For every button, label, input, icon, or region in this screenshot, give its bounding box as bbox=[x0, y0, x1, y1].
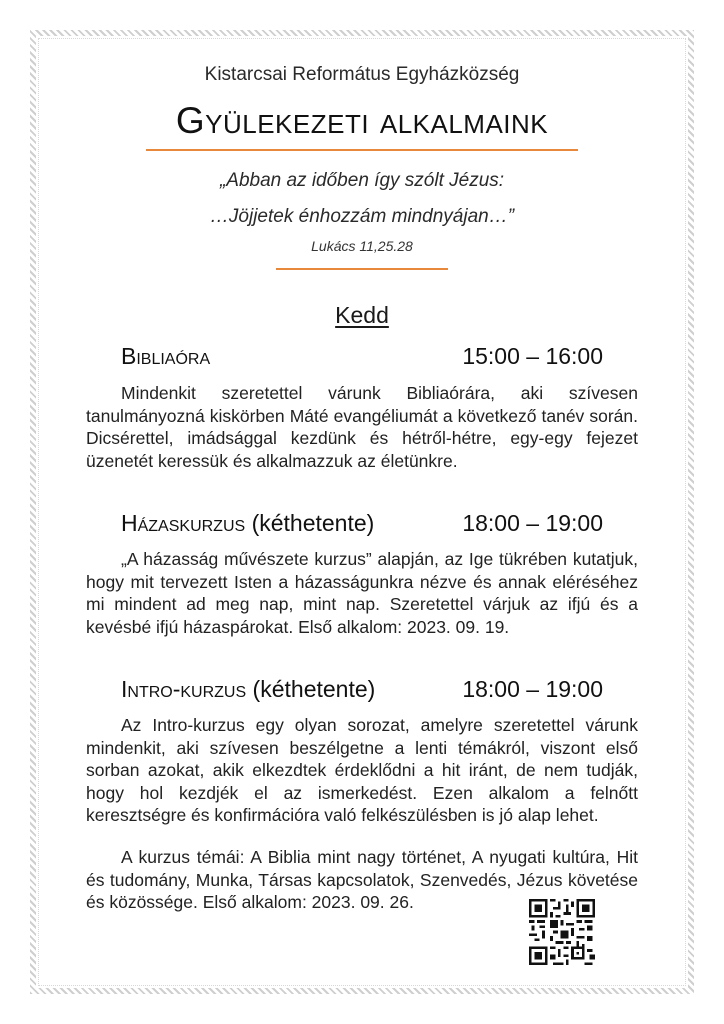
section-frequency: (kéthetente) bbox=[245, 510, 375, 536]
quote-line-2: …Jöjjetek énhozzám mindnyájan…” bbox=[209, 206, 515, 227]
section-time: 18:00 – 19:00 bbox=[462, 676, 603, 702]
section-title: Intro-kurzus bbox=[121, 676, 247, 702]
day-heading: Kedd bbox=[335, 302, 389, 328]
section-title: Bibliaóra bbox=[121, 343, 211, 369]
section-time: 18:00 – 19:00 bbox=[462, 510, 603, 536]
title-divider bbox=[146, 149, 578, 151]
section-name bbox=[121, 510, 374, 537]
quote-divider bbox=[276, 268, 448, 270]
page-title: Gyülekezeti alkalmaink bbox=[175, 100, 549, 141]
section-title: Házaskurzus bbox=[121, 510, 246, 536]
section-description: Mindenkit szeretettel várunk Bibliaórára, aki szívesen tanulmányozná kiskörben Máté evangéliumát a következő tanév során. Dicsérettel, imádsággal kezdünk és hétről-hétre, egy-egy fejezet üzenetét keressük és alkalmazzuk az életünkre. bbox=[86, 383, 638, 471]
section-time: 15:00 – 16:00 bbox=[462, 343, 603, 369]
section-name bbox=[121, 676, 375, 703]
section-heading-bibliaora bbox=[121, 343, 607, 373]
organization-name: Kistarcsai Református Egyházközség bbox=[204, 64, 520, 85]
section-description: „A házasság művészete kurzus” alapján, az Ige tükrében kutatjuk, hogy mit tervezett Isten a házasságunkra nézve és annak eléréséhez mi mindent ad meg nap, mint nap. Szeretettel várjuk az ifjú és a kevésbé ifjú házaspárokat. Első alkalom: 2023. 09. 19. bbox=[86, 549, 638, 637]
section-topics: A kurzus témái: A Biblia mint nagy történet, A nyugati kultúra, Hit és tudomány, Munka, Társas kapcsolatok, Szenvedés, Jézus követése és közössége. Első alkalom: 2023. 09. 26. bbox=[86, 847, 638, 912]
qr-code-icon bbox=[527, 899, 597, 965]
section-name bbox=[121, 343, 210, 370]
section-heading-hazaskurzus bbox=[121, 510, 607, 540]
section-frequency: (kéthetente) bbox=[246, 676, 376, 702]
quote-reference: Lukács 11,25.28 bbox=[311, 238, 413, 254]
section-description: Az Intro-kurzus egy olyan sorozat, amelyre szeretettel várunk mindenkit, aki szívesen beszélgetne a lenti témákról, viszont első sorban azokat, akik elkezdtek érdeklődni a hit iránt, de nem tudják, hogy hol kezdjék el az ismerkedést. Ezen alkalom a felnőtt keresztségre és konfirmációra való felkészülésben is jó alap lehet. bbox=[86, 715, 638, 825]
section-heading-intro-kurzus bbox=[121, 676, 607, 706]
quote-line-1: „Abban az időben így szólt Jézus: bbox=[219, 170, 505, 191]
